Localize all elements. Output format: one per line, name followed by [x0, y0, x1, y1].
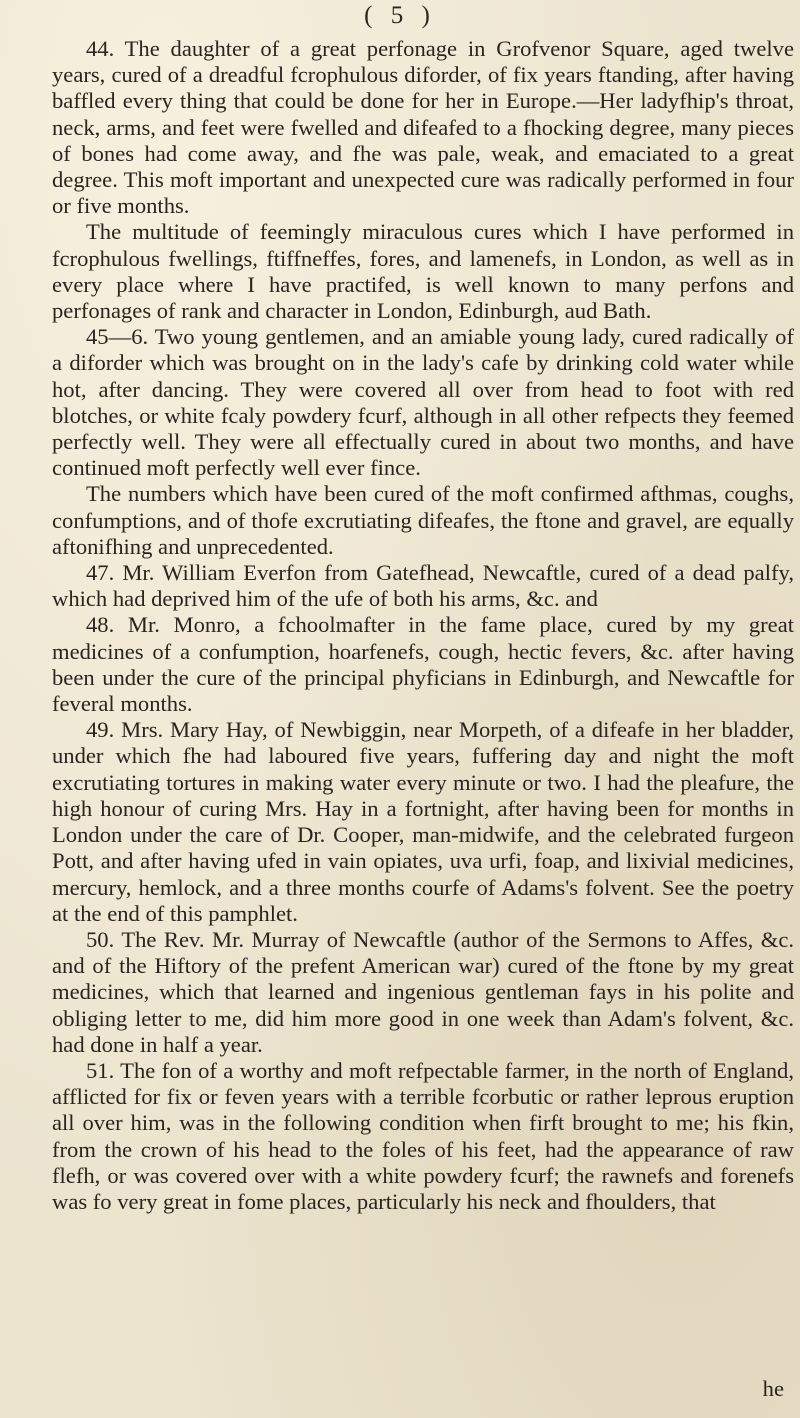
paragraph-48: 48. Mr. Monro, a fchoolmafter in the fame place, cured by my great medicines of a confumption, hoarfenefs, cough, hectic fevers, &c. after having been under the cure of the principal phyficians in Edinburgh, and Newcaftle for feveral months. [52, 612, 794, 717]
paragraph-50: 50. The Rev. Mr. Murray of Newcaftle (author of the Sermons to Affes, &c. and of the Hiftory of the prefent American war) cured of the ftone by my great medicines, which that learned and ingenious gentleman fays in his polite and obliging letter to me, did him more good in one week than Adam's folvent, &c. had done in half a year. [52, 926, 794, 1057]
paragraph-scrophulous-cures: The multitude of feemingly miraculous cures which I have performed in fcrophulous fwellings, ftiffneffes, fores, and lamenefs, in London, as well as in every place where I have practifed, is well known to many perfons and perfonages of rank and character in London, Edinburgh, aud Bath. [52, 219, 794, 324]
paragraph-45-6: 45—6. Two young gentlemen, and an amiable young lady, cured radically of a diforder which was brought on in the lady's cafe by drinking cold water while hot, after dancing. They were covered all over from head to foot with red blotches, or white fcaly powdery fcurf, although in all other refpects they feemed perfectly well. They were all effectually cured in about two months, and have continued moft perfectly well ever fince. [52, 324, 794, 481]
paragraph-49: 49. Mrs. Mary Hay, of Newbiggin, near Morpeth, of a difeafe in her bladder, under which fhe had laboured five years, fuffering day and night the moft excrutiating tortures in making water every minute or two. I had the pleafure, the high honour of curing Mrs. Hay in a fortnight, after having been for months in London under the care of Dr. Cooper, man-midwife, and the celebrated furgeon Pott, and after having ufed in vain opiates, uva urfi, foap, and lixivial medicines, mercury, hemlock, and a three months courfe of Adams's folvent. See the poetry at the end of this pamphlet. [52, 717, 794, 926]
paragraph-51: 51. The fon of a worthy and moft refpectable farmer, in the north of England, afflicted for fix or feven years with a terrible fcorbutic or rather leprous eruption all over him, was in the following condition when firft brought to me; his fkin, from the crown of his head to the foles of his feet, had the appearance of raw flefh, or was covered over with a white powdery fcurf; the rawnefs and forenefs was fo very great in fome places, particularly his neck and fhoulders, that [52, 1057, 794, 1214]
paragraph-47: 47. Mr. William Everfon from Gatefhead, Newcaftle, cured of a dead palfy, which had deprived him of the ufe of both his arms, &c. and [52, 560, 794, 612]
catchword: he [762, 1376, 784, 1401]
paragraph-44: 44. The daughter of a great perfonage in Grofvenor Square, aged twelve years, cured of a dreadful fcrophulous diforder, of fix years ftanding, after having baffled every thing that could be done for her in Europe.—Her ladyfhip's throat, neck, arms, and feet were fwelled and difeafed to a fhocking degree, many pieces of bones had come away, and fhe was pale, weak, and emaciated to a great degree. This moft important and unexpected cure was radically performed in four or five months. [52, 36, 794, 219]
body-text [52, 36, 794, 1215]
paragraph-asthma-cures: The numbers which have been cured of the moft confirmed afthmas, coughs, confumptions, and of thofe excrutiating difeafes, the ftone and gravel, are equally aftonifhing and unprecedented. [52, 481, 794, 559]
page-number: ( 5 ) [364, 2, 436, 29]
